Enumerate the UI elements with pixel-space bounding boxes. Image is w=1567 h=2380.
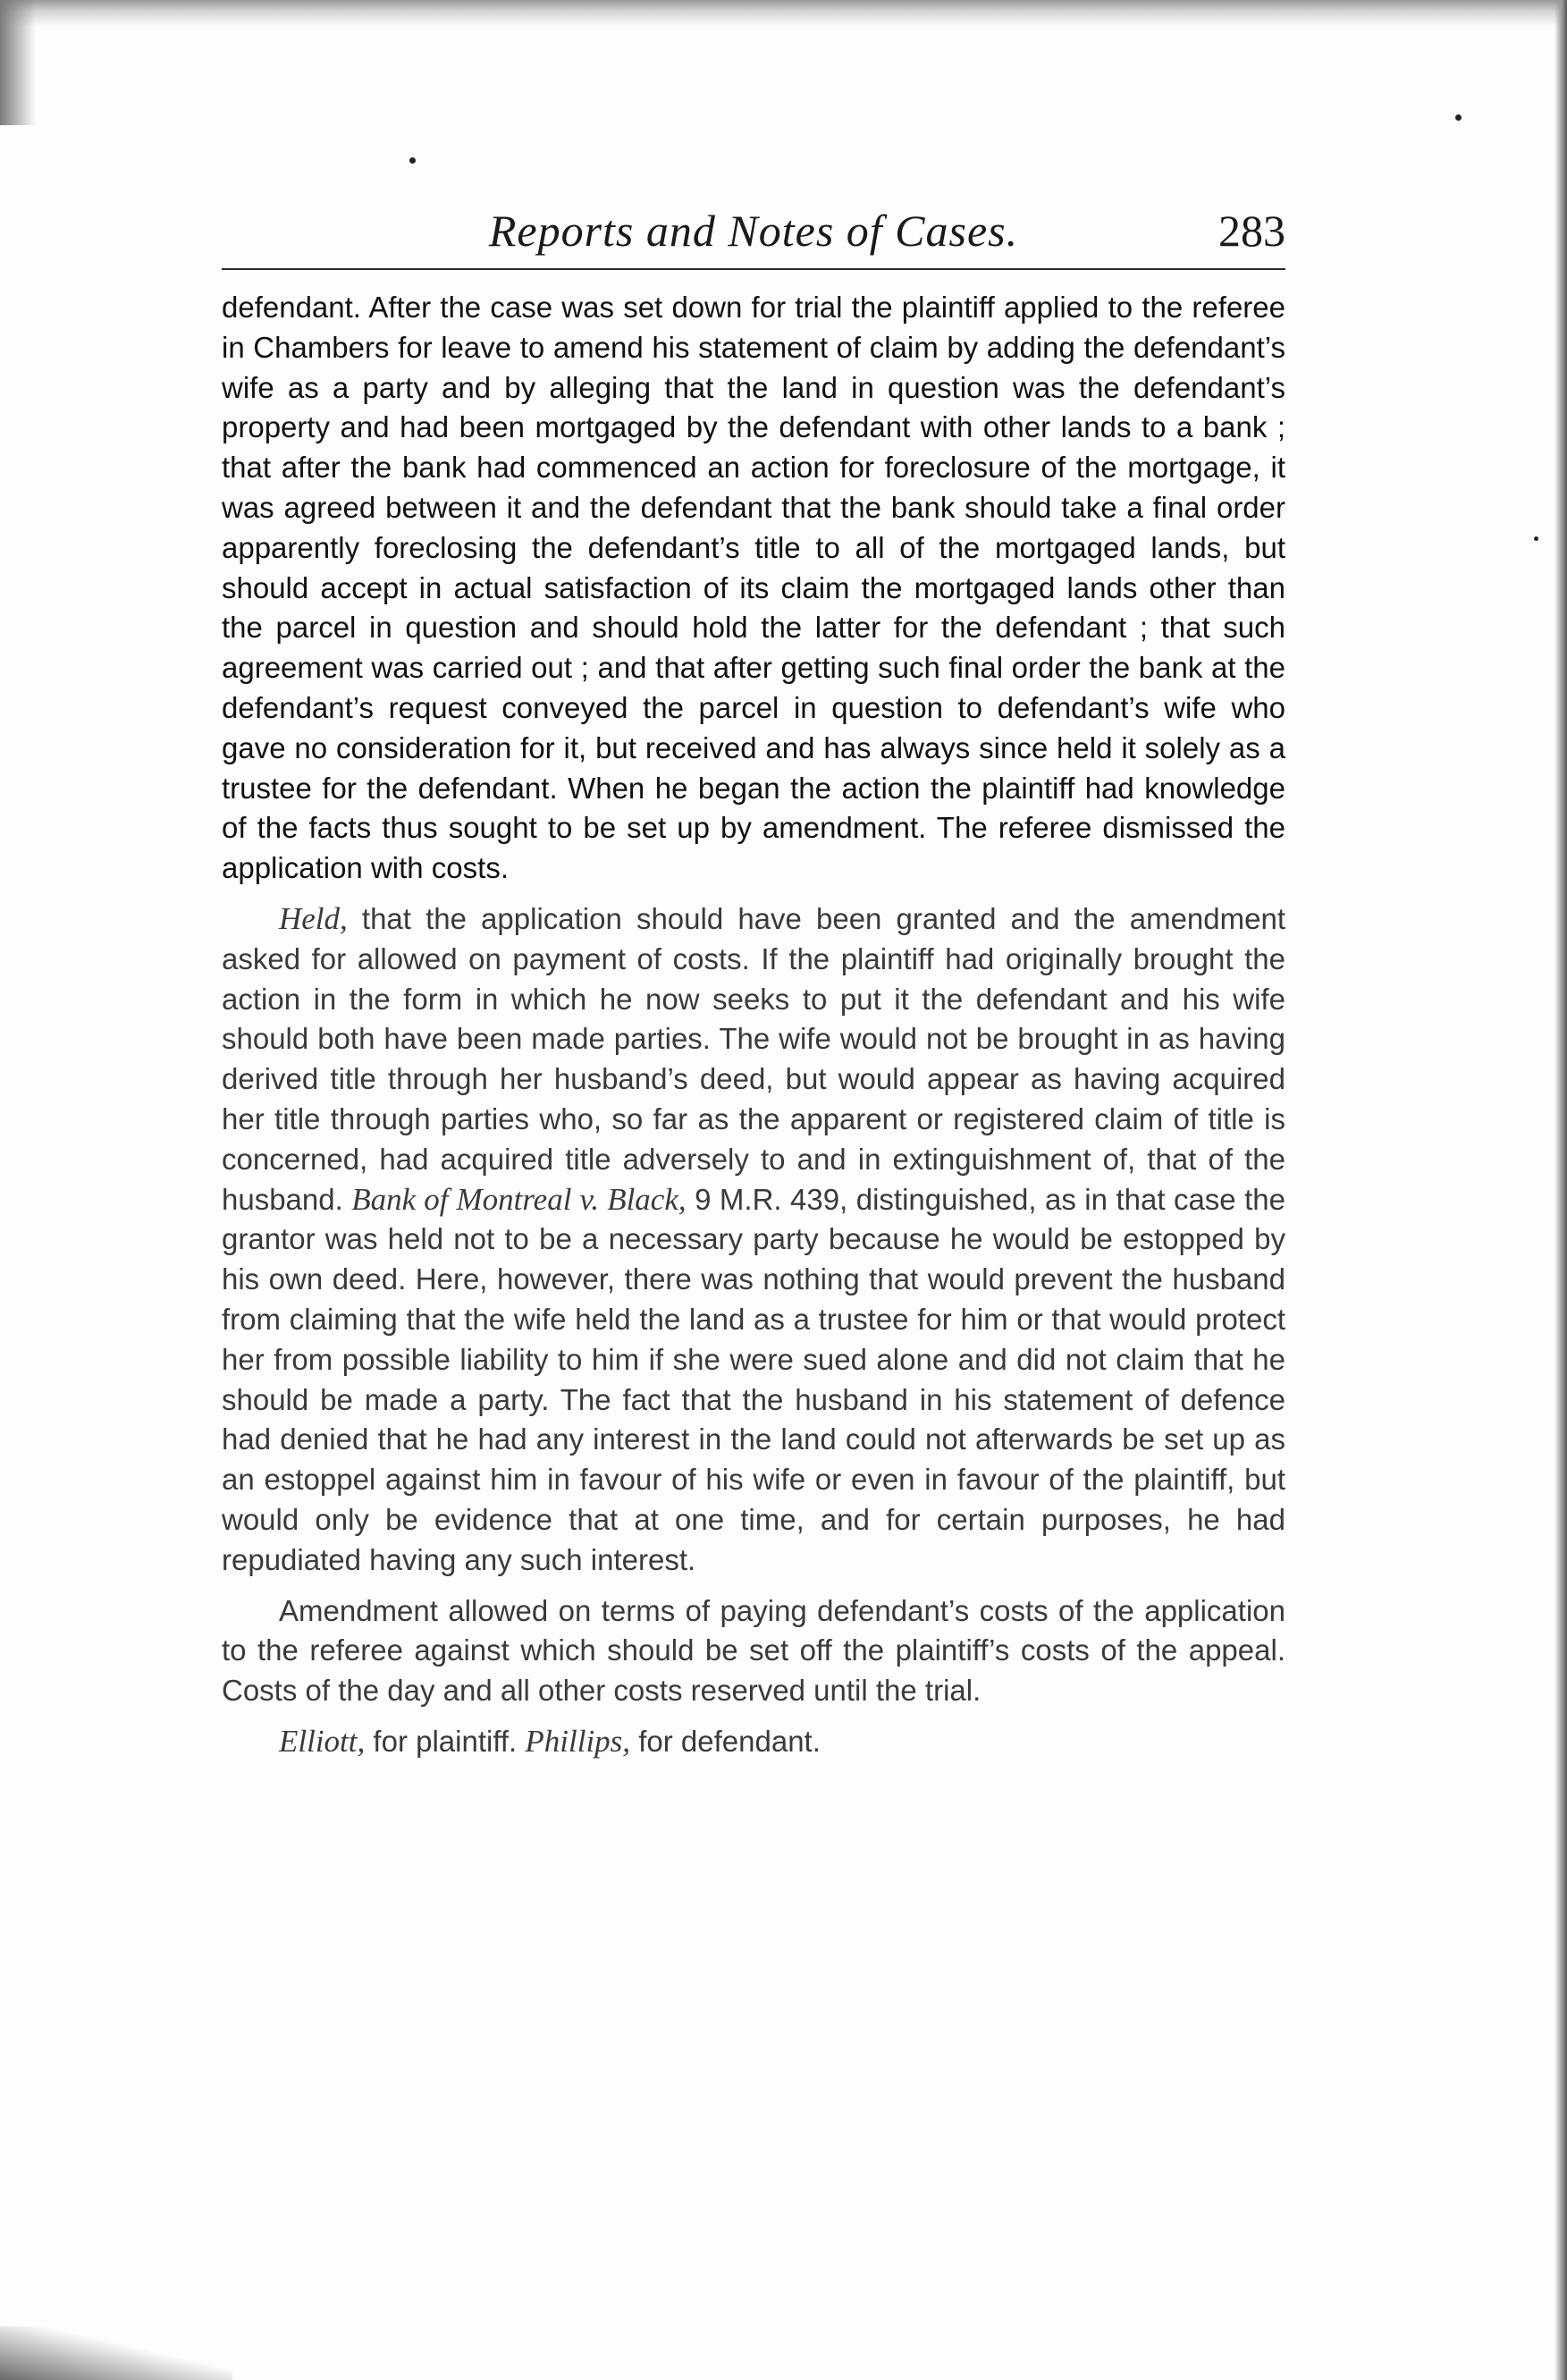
holding-text-2: 9 M.R. 439, distinguished, as in that case the grantor was held not to be a necessary party because he would be estopped by his own deed. Here, however, there was nothing that would prevent the husband from claiming that the wife held the land as a trustee for him or that would protect her from possible liability to him if she were sued alone and did not claim that he should be made a party. The fact that the husband in his statement of defence had denied that he had any interest in the land could not afterwards be set up as an estoppel against him in favour of his wife or even in favour of the plaintiff, but would only be evidence that at one time, and for certain purposes, he had repudiated having any such interest.: [222, 1182, 1285, 1576]
scan-speck: [409, 157, 416, 164]
order-paragraph: Amendment allowed on terms of paying defendant’s costs of the application to the referee against which should be set off the plaintiff’s costs of the appeal. Costs of the day and all other costs reserved until the trial.: [222, 1593, 1285, 1708]
scan-shadow-top: [0, 0, 1567, 27]
scan-shadow-bottom: [0, 2326, 232, 2380]
scan-shadow-left: [0, 0, 36, 125]
header-rule: [222, 268, 1285, 270]
scan-shadow-right: [1554, 0, 1567, 2380]
holding-paragraph: [222, 899, 1285, 1581]
held-label: Held,: [279, 900, 348, 936]
facts-paragraph: defendant. After the case was set down for trial the plaintiff applied to the referee in Chambers for leave to amend his statement of claim by adding the defendant’s wife as a party and by alleging that the land in question was the defendant’s property and had been mortgaged by the defendant with other lands to a bank ; that after the bank had commenced an action for foreclosure of the mortgage, it was agreed between it and the defendant that the bank should take a final order apparently foreclosing the defendant’s title to all of the mortgaged lands, but should accept in actual satisfaction of its claim the mortgaged lands other than the parcel in question and should hold the latter for the defendant ; that such agreement was carried out ; and that after getting such final order the bank at the defendant’s request conveyed the parcel in question to defendant’s wife who gave no consideration for it, but received and has always since held it solely as a trustee for the defendant. When he began the action the plaintiff had knowledge of the facts thus sought to be set up by amendment. The referee dismissed the application with costs.: [222, 291, 1285, 885]
defendant-role: for defendant.: [630, 1724, 821, 1758]
running-head: Reports and Notes of Cases.: [488, 206, 1019, 256]
case-report-body: [222, 288, 1285, 1762]
holding-text-1: that the application should have been granted and the amendment asked for allowed on payment of costs. If the plaintiff had originally brought the action in the form in which he now seeks to put it the defendant and his wife should both have been made parties. The wife would not be brought in as having derived title through her husband’s deed, but would appear as having acquired her title through parties who, so far as the apparent or registered claim of title is concerned, had acquired title adversely to and in extinguishment of, that of the husband.: [222, 901, 1285, 1216]
scan-speck: [1455, 114, 1462, 121]
plaintiff-counsel: Elliott,: [279, 1723, 366, 1759]
page-number: 283: [1218, 206, 1285, 256]
cited-case-name: Bank of Montreal v. Black,: [351, 1181, 687, 1217]
plaintiff-role: for plaintiff.: [365, 1724, 526, 1758]
defendant-counsel: Phillips,: [525, 1723, 631, 1759]
counsel-line: [222, 1722, 1285, 1762]
page-header: [222, 195, 1285, 266]
scan-speck: [1534, 536, 1538, 541]
